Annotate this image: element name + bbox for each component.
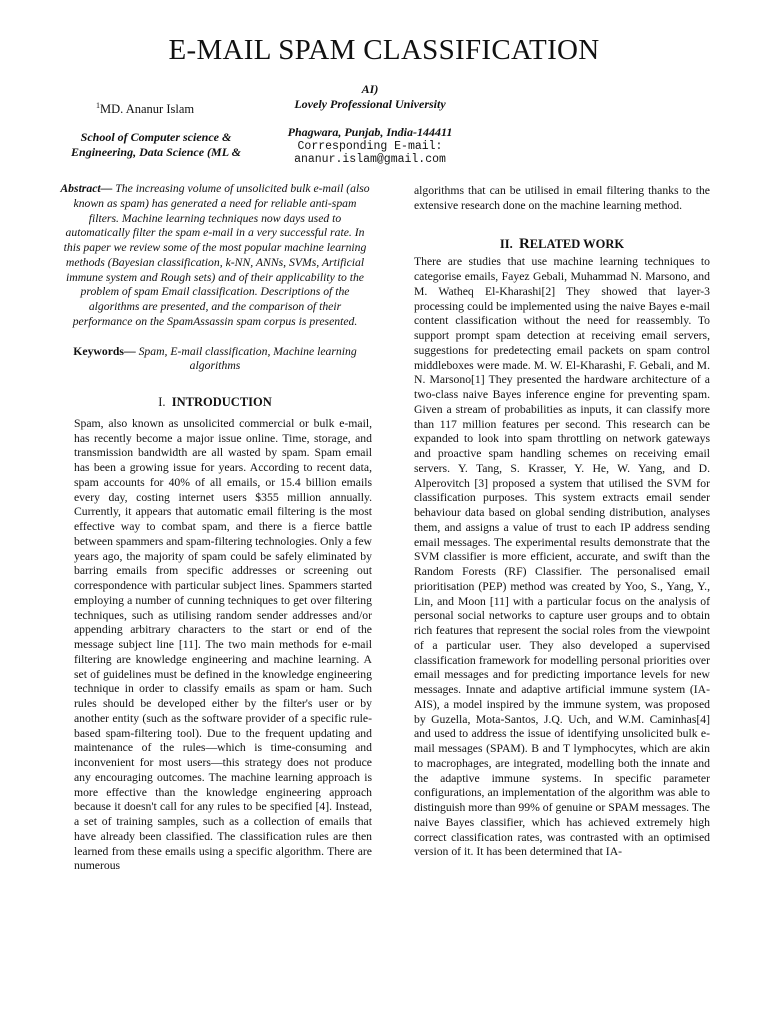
intro-body: Spam, also known as unsolicited commercial or bulk e-mail, has recently become a major issue online. Time, storage, and transmission bandwidth are all wasted by spam. Spam email has been a growing issue for years. According to recent data, spam accounts for 40% of all emails, or 15.4 billion emails every day, costing internet users $355 million annually. Currently, it appears that automatic email filtering is the most effective way to combat spam, and there is a fierce battle between spammers and spam-filtering technologies. Only a few years ago, the majority of spam could be safely eliminated by barring emails from specific addresses or screening out correspondence with particular subject lines. Spammers started employing a number of cunning techniques to get over filtering techniques, such as utilising random sender addresses and/or appending arbitrary characters to the start or end of the message subject line [11]. The two main methods for e-mail filtering are knowledge engineering and machine learning. A set of guidelines must be defined in the knowledge engineering technique in order to classify emails as spam or ham. Such rules should be developed either by the filter's user or by another entity (such as the software provider of a specific rule-based spam-filtering tool). Due to the frequent updating and maintenance of the rules—which is time-consuming and inconvenient for most users—this strategy does not produce any encouraging outcomes. The machine learning approach is more effective than the knowledge engineering approach because it doesn't call for any rules to be specified [4]. Instead, a set of training samples, such as a collection of emails that have already been classified. The classification rules are then learned from these emails using a specific algorithm. There are numerous bbox=[74, 416, 372, 873]
intro-continued: algorithms that can be utilised in email filtering thanks to the extensive research done on the machine learning method. bbox=[414, 184, 710, 212]
abstract-text: The increasing volume of unsolicited bulk e-mail (also known as spam) has generated a need for reliable anti-spam filters. Machine learning techniques now days used to automatically filter the spam e-mail in a very successful rate. In this paper we review some of the most popular machine learning methods (Bayesian classification, k-NN, ANNs, SVMs, Artificial immune system and Rough sets) and of their applicability to the problem of spam Email classification. Descriptions of the algorithms are presented, and the comparison of their performance on the SpamAssassin spam corpus is presented. bbox=[63, 182, 370, 328]
author-name bbox=[96, 98, 194, 117]
left-column bbox=[58, 182, 372, 874]
school-line-1: School of Computer science & bbox=[80, 130, 232, 144]
keywords-label: Keywords— bbox=[73, 344, 136, 358]
paper-title: E-MAIL SPAM CLASSIFICATION bbox=[168, 34, 600, 66]
right-affiliation bbox=[280, 82, 460, 166]
location: Phagwara, Punjab, India-144411 bbox=[287, 125, 453, 139]
keywords-text: Spam, E-mail classification, Machine learning algorithms bbox=[135, 344, 357, 373]
related-body: There are studies that use machine learning techniques to categorise emails, Fayez Gebali, Muhammad N. Marsono, and M. Watheq El-Kharashi[2] They showed that layer-3 processing could be implemented using the naive Bayes e-mail content classification without the need for reassembly. To support prompt spam detection at receiving email servers, suggestions for predetecting email packets on spam control middleboxes were made. M. W. El-Kharashi, F. Gebali, and M. N. Marsono[1] They presented the hardware architecture of a two-class naive Bayes inference engine for preventing spam. Given a stream of probabilities as inputs, it can classify more than 117 million features per second. This research can be expanded to look into spam throttling on network gateways and proactive spam handling schemes on receiving email servers. Y. Tang, S. Krasser, Y. He, W. Yang, and D. Alperovitch [3] proposed a system that utilised the SVM for classification purposes. This system extracts email sender behaviour data based on global sending distribution, analyses them, and assigns a value of trust to each IP address sending email messages. The experimental results demonstrate that the SVM classifier is more efficient, accurate, and swift than the Random Forests (RF) Classifier. The personalised email prioritisation (PEP) method was created by Yoo, S., Yang, Y., Lin, and Moon [11] with a particular focus on the analysis of personal social networks to capture user groups and to obtain rich features that represent the social roles from the viewpoint of a particular user. They also developed a supervised classification framework for modelling personal priorities over email messages and for predicting importance levels for new messages. Innate and adaptive artificial immune system (IA-AIS), a model inspired by the immune system, was proposed by Guzella, Mota-Santos, J.Q. Uch, and W.M. Caminhas[4] and used to address the issue of identifying unsolicited bulk e-mail messages (SPAM). B and T lymphocytes, which are akin to macrophages, are integrated, modelling both the innate and the adaptive immune systems. In specific parameter configurations, an implementation of the algorithm was able to distinguish more than 99% of genuine or SPAM messages. The naive Bayes classifier, which has achieved extremely high correct classification rates, was contrasted with an optimised version of it. It has been determined that IA- bbox=[414, 255, 710, 859]
abstract-label: Abstract— bbox=[60, 182, 113, 195]
email-label: Corresponding E-mail: bbox=[297, 140, 443, 153]
author-marker: 1 bbox=[96, 101, 100, 110]
abstract bbox=[58, 182, 372, 330]
related-title: ELATED WORK bbox=[529, 236, 625, 251]
related-lead: R bbox=[518, 235, 530, 252]
email-address: ananur.islam@gmail.com bbox=[294, 153, 446, 166]
related-heading bbox=[414, 237, 710, 252]
keywords bbox=[58, 345, 372, 375]
school-line-3: AI) bbox=[361, 82, 379, 96]
university: Lovely Professional University bbox=[294, 97, 446, 111]
related-number: II. bbox=[499, 236, 513, 251]
school-line-2: Engineering, Data Science (ML & bbox=[71, 145, 241, 159]
author-name-text: MD. Ananur Islam bbox=[100, 102, 195, 117]
intro-heading bbox=[58, 395, 372, 410]
intro-title: INTRODUCTION bbox=[171, 395, 272, 409]
school-affiliation bbox=[56, 130, 256, 160]
right-column bbox=[414, 184, 710, 860]
intro-number: I. bbox=[158, 395, 166, 409]
